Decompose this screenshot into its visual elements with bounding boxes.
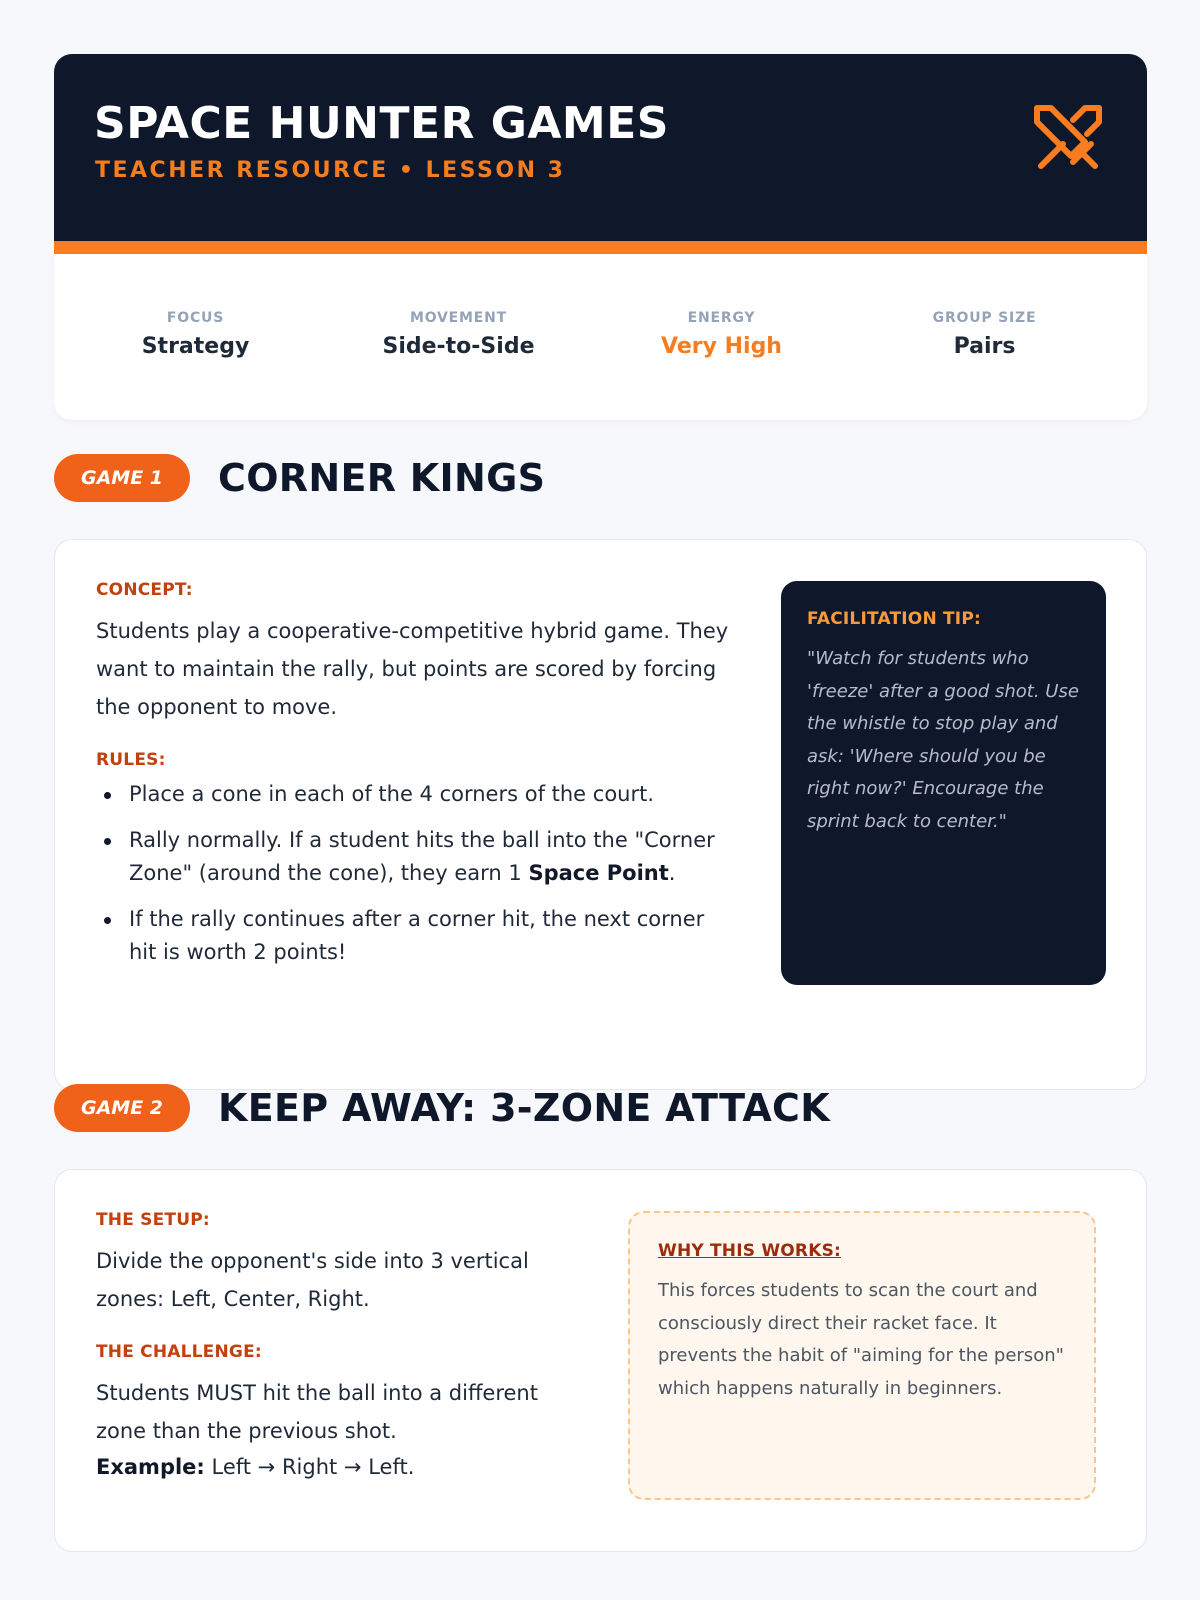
game1-heading	[54, 454, 545, 502]
header-accent-bar	[54, 241, 1147, 254]
game1-card	[54, 539, 1147, 1090]
stat-label: GROUP SIZE	[932, 310, 1037, 326]
challenge-text: Students MUST hit the ball into a different zone than the previous shot.	[96, 1381, 538, 1443]
challenge-label: THE CHALLENGE:	[96, 1342, 262, 1362]
example-line	[96, 1450, 586, 1484]
tip-text: "Watch for students who 'freeze' after a good shot. Use the whistle to stop play and ask: 'Where should you be right now?' Encourage the sprint back to center."	[807, 648, 1079, 832]
stat-label: FOCUS	[166, 310, 225, 326]
stat-focus	[64, 310, 327, 420]
game1-content	[96, 580, 736, 982]
concept-label: CONCEPT:	[96, 580, 193, 600]
concept-text: Students play a cooperative-competitive hybrid game. They want to maintain the rally, but points are scored by forcing the opponent to move.	[96, 619, 729, 719]
rule-item	[96, 824, 736, 890]
rule-text: Place a cone in each of the 4 corners of the court.	[129, 782, 655, 806]
game1-title: CORNER KINGS	[218, 456, 546, 500]
game2-heading	[54, 1084, 830, 1132]
page-subtitle: TEACHER RESOURCE • LESSON 3	[95, 158, 566, 183]
stat-label: ENERGY	[687, 310, 756, 326]
why-this-works-box	[628, 1211, 1096, 1500]
game1-badge: GAME 1	[54, 454, 190, 502]
game2-badge: GAME 2	[54, 1084, 190, 1132]
facilitation-tip	[781, 581, 1106, 985]
crossed-swords-icon	[1033, 104, 1103, 174]
lesson-page	[54, 54, 1147, 1479]
game2-content	[96, 1210, 586, 1484]
stat-value: Strategy	[141, 334, 250, 359]
tip-label: FACILITATION TIP:	[807, 609, 981, 629]
page-title: SPACE HUNTER GAMES	[94, 98, 669, 149]
rules-list	[96, 778, 736, 969]
rule-item	[96, 778, 736, 811]
rule-text: If the rally continues after a corner hit, the next corner hit is worth 2 points!	[129, 907, 705, 964]
example-text: Left → Right → Left.	[204, 1455, 415, 1479]
setup-text: Divide the opponent's side into 3 vertical zones: Left, Center, Right.	[96, 1249, 529, 1311]
rules-label: RULES:	[96, 750, 166, 770]
stat-value: Pairs	[953, 334, 1016, 359]
stat-label: MOVEMENT	[409, 310, 508, 326]
example-label: Example:	[96, 1455, 205, 1479]
stat-movement	[327, 310, 590, 420]
why-label: WHY THIS WORKS:	[658, 1241, 842, 1261]
rule-text: Rally normally. If a student hits the ball into the "Corner Zone" (around the cone), they earn 1	[129, 828, 715, 885]
rule-text-end: .	[668, 861, 676, 885]
lesson-stats	[54, 254, 1147, 420]
lesson-header	[54, 54, 1147, 241]
setup-label: THE SETUP:	[96, 1210, 210, 1230]
game2-card	[54, 1169, 1147, 1552]
game2-title: KEEP AWAY: 3-ZONE ATTACK	[218, 1086, 830, 1130]
rule-bold-term: Space Point	[528, 861, 669, 885]
rule-item	[96, 903, 736, 969]
stat-value: Very High	[661, 334, 782, 359]
stat-energy	[590, 310, 853, 420]
stat-value: Side-to-Side	[382, 334, 535, 359]
stat-group-size	[853, 310, 1116, 420]
why-text: This forces students to scan the court and consciously direct their racket face. It prevents the habit of "aiming for the person" which happens naturally in beginners.	[658, 1280, 1064, 1399]
